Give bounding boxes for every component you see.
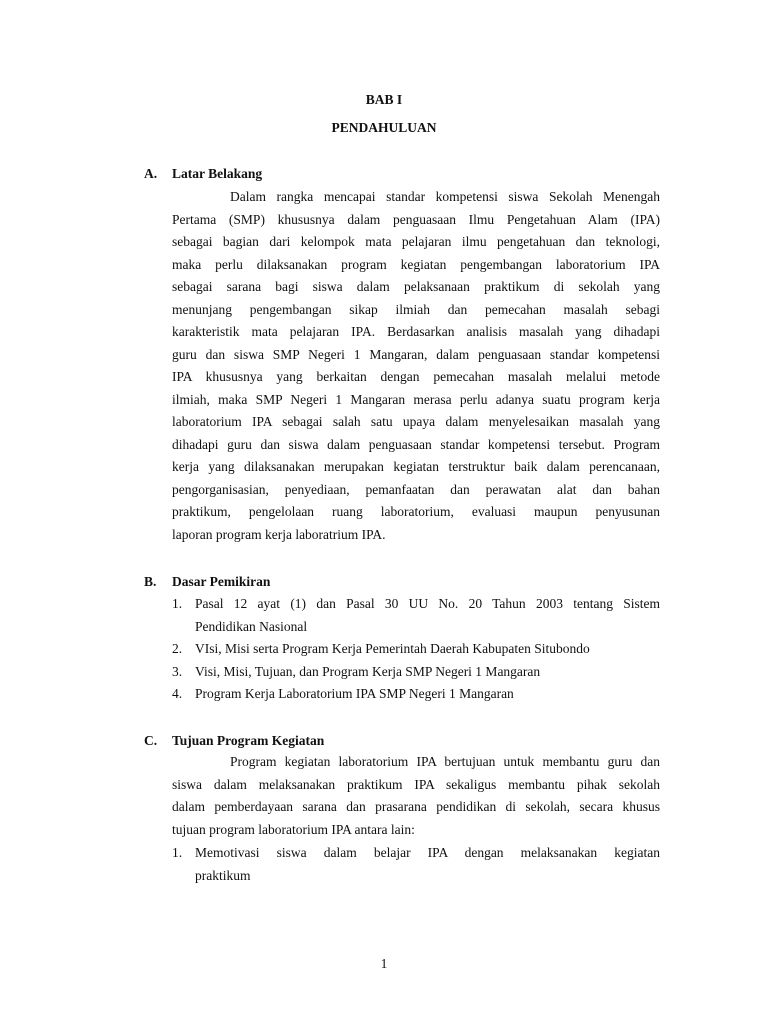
- list-item-number: 4.: [172, 686, 183, 701]
- list-item-text: Pendidikan Nasional: [195, 618, 308, 634]
- paragraph-line: karakteristik mata pelajaran IPA. Berdasarkan analisis masalah yang dihadapi: [172, 324, 660, 339]
- section-b-letter: B.: [144, 574, 157, 589]
- list-item-number: 1.: [172, 596, 183, 611]
- paragraph-line: kerja yang dilaksanakan merupakan kegiatan terstruktur baik dalam perencanaan,: [172, 459, 660, 474]
- paragraph-line: siswa dalam melaksanakan praktikum IPA sekaligus membantu pihak sekolah: [172, 776, 660, 792]
- paragraph-line: tujuan program laboratorium IPA antara lain:: [172, 821, 415, 837]
- page-number: 1: [380, 956, 388, 971]
- paragraph-line: maka perlu dilaksanakan program kegiatan pengembangan laboratorium IPA: [172, 256, 660, 272]
- paragraph-line: ilmiah, maka SMP Negeri 1 Mangaran merasa perlu adanya suatu program kerja: [172, 391, 660, 407]
- section-b-heading: Dasar Pemikiran: [172, 574, 271, 589]
- section-a-heading: Latar Belakang: [172, 166, 263, 181]
- list-item-number: 1.: [172, 845, 183, 860]
- list-item-text: Program Kerja Laboratorium IPA SMP Negeri 1 Mangaran: [195, 686, 514, 701]
- list-item-text: Pasal 12 ayat (1) dan Pasal 30 UU No. 20 Tahun 2003 tentang Sistem: [195, 596, 660, 611]
- paragraph-line: sebagai bagian dari kelompok mata pelajaran ilmu pengetahuan dan teknologi,: [172, 234, 660, 249]
- chapter-label: BAB I: [365, 92, 403, 107]
- section-c-letter: C.: [144, 733, 158, 748]
- paragraph-line: guru dan siswa SMP Negeri 1 Mangaran, dalam penguasaan standar kompetensi: [172, 346, 660, 362]
- list-item-number: 3.: [172, 663, 183, 679]
- list-item-text: praktikum: [195, 867, 251, 883]
- paragraph-line: sebagai sarana bagi siswa dalam pelaksanaan praktikum di sekolah yang: [172, 279, 660, 294]
- paragraph-line: Program kegiatan laboratorium IPA bertujuan untuk membantu guru dan: [230, 754, 660, 769]
- list-item-text: Visi, Misi, Tujuan, dan Program Kerja SMP Negeri 1 Mangaran: [195, 663, 541, 679]
- list-item-number: 2.: [172, 641, 183, 656]
- paragraph-line: menunjang pengembangan sikap ilmiah dan pemecahan masalah sebagi: [172, 301, 660, 317]
- paragraph-line: dalam pemberdayaan sarana dan prasarana pendidikan di sekolah, secara khusus: [172, 799, 660, 814]
- paragraph-line: Pertama (SMP) khususnya dalam penguasaan Ilmu Pengetahuan Alam (IPA): [172, 211, 660, 227]
- paragraph-line: pengorganisasian, penyediaan, pemanfaatan dan perawatan alat dan bahan: [172, 481, 660, 497]
- list-item-text: Memotivasi siswa dalam belajar IPA dengan melaksanakan kegiatan: [195, 845, 660, 860]
- paragraph-line: praktikum, pengelolaan ruang laboratorium, evaluasi maupun penyusunan: [172, 504, 660, 519]
- paragraph-line: dihadapi guru dan siswa dalam penguasaan standar kompetensi tersebut. Program: [172, 436, 660, 452]
- paragraph-line: Dalam rangka mencapai standar kompetensi siswa Sekolah Menengah: [230, 189, 660, 204]
- paragraph-line: laboratorium IPA sebagai salah satu upaya dalam menyelesaikan masalah yang: [172, 414, 660, 429]
- paragraph-line: IPA khususnya yang berkaitan dengan pemecahan masalah melalui metode: [172, 369, 660, 384]
- section-a-letter: A.: [144, 166, 158, 181]
- paragraph-line: laporan program kerja laboratrium IPA.: [172, 526, 386, 542]
- section-c-heading: Tujuan Program Kegiatan: [172, 733, 325, 748]
- chapter-title: PENDAHULUAN: [331, 120, 437, 135]
- list-item-text: VIsi, Misi serta Program Kerja Pemerintah Daerah Kabupaten Situbondo: [195, 641, 590, 656]
